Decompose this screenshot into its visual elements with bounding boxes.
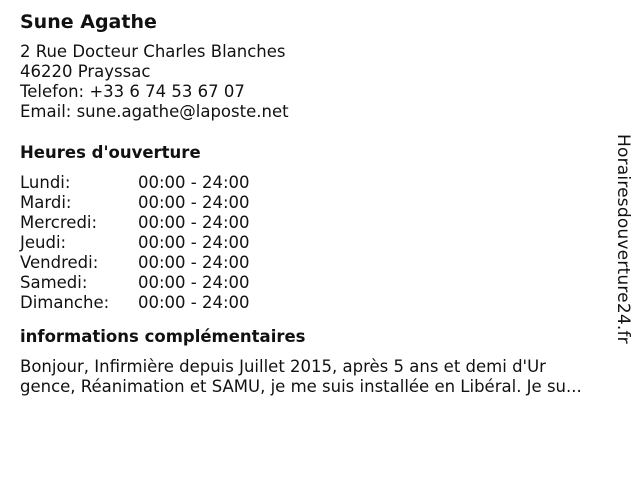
day-label: Mercredi: xyxy=(20,213,98,232)
day-label: Dimanche: xyxy=(20,293,110,312)
postal-city: 46220 Prayssac xyxy=(20,62,151,81)
day-label: Mardi: xyxy=(20,193,72,212)
street-address: 2 Rue Docteur Charles Blanches xyxy=(20,42,286,61)
business-name: Sune Agathe xyxy=(20,11,157,33)
hours-row-monday xyxy=(20,173,620,193)
opening-hours-title: Heures d'ouverture xyxy=(20,143,201,162)
hours-row-tuesday xyxy=(20,193,620,213)
day-label: Lundi: xyxy=(20,173,71,192)
phone-number: Telefon: +33 6 74 53 67 07 xyxy=(20,82,245,101)
site-watermark: Horairesdouverture24.fr xyxy=(613,134,633,344)
additional-info-line: gence, Réanimation et SAMU, je me suis installée en Libéral. Je su... xyxy=(20,377,582,396)
address-block xyxy=(20,42,620,122)
hours-row-saturday xyxy=(20,273,620,293)
time-range: 00:00 - 24:00 xyxy=(138,193,250,212)
day-label: Samedi: xyxy=(20,273,88,292)
email-address: Email: sune.agathe@laposte.net xyxy=(20,102,289,121)
time-range: 00:00 - 24:00 xyxy=(138,273,250,292)
hours-row-sunday xyxy=(20,293,620,313)
time-range: 00:00 - 24:00 xyxy=(138,233,250,252)
opening-hours-list xyxy=(20,173,620,313)
hours-row-friday xyxy=(20,253,620,273)
hours-row-thursday xyxy=(20,233,620,253)
hours-row-wednesday xyxy=(20,213,620,233)
day-label: Vendredi: xyxy=(20,253,99,272)
additional-info-text xyxy=(20,357,620,397)
additional-info-title: informations complémentaires xyxy=(20,327,306,346)
time-range: 00:00 - 24:00 xyxy=(138,173,250,192)
day-label: Jeudi: xyxy=(20,233,67,252)
time-range: 00:00 - 24:00 xyxy=(138,253,250,272)
time-range: 00:00 - 24:00 xyxy=(138,293,250,312)
business-card xyxy=(20,10,620,397)
time-range: 00:00 - 24:00 xyxy=(138,213,250,232)
additional-info-line: Bonjour, Infirmière depuis Juillet 2015, après 5 ans et demi d'Ur xyxy=(20,357,546,376)
